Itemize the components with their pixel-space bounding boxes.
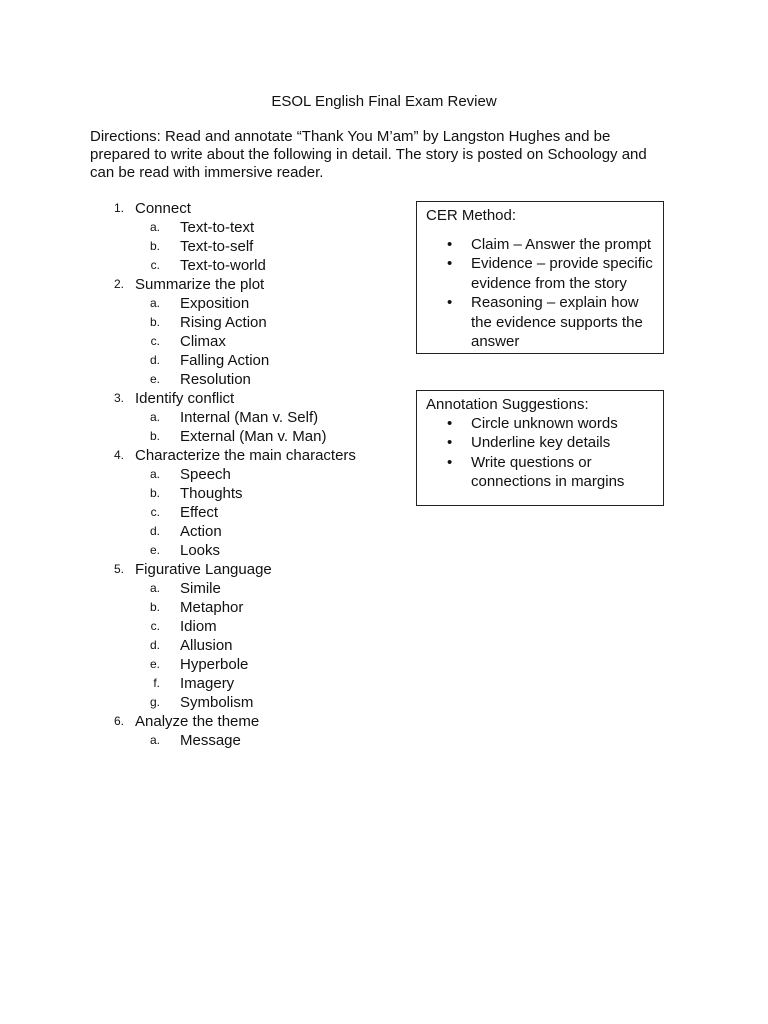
bullet-item [417, 293, 663, 351]
bullet-text: Claim – Answer the prompt [471, 236, 652, 253]
outline-subitem-letter: e. [149, 543, 160, 557]
outline-subitem-letter: c. [150, 619, 160, 633]
outline-item [90, 446, 390, 465]
outline-subitem-letter: b. [149, 429, 160, 443]
outline-subitem [90, 237, 390, 256]
outline-subitem-letter: e. [149, 372, 160, 386]
bullet-item [417, 433, 663, 452]
outline-subitem [90, 674, 390, 693]
outline-subitem [90, 693, 390, 712]
outline-subitem-label: Text-to-self [180, 238, 254, 255]
bullet-dot-icon: • [447, 453, 453, 471]
annotation-suggestions-box [416, 390, 664, 506]
outline-item-number: 3. [113, 391, 124, 405]
bullet-text: Write questions or connections in margins [471, 453, 625, 491]
outline-subitem-label: Simile [180, 580, 221, 597]
outline-subitem-label: Rising Action [180, 314, 267, 331]
outline-subitem-letter: a. [149, 220, 160, 234]
outline-subitem-label: Effect [180, 504, 219, 521]
outline-subitem-letter: c. [150, 505, 160, 519]
outline-subitem-label: Falling Action [180, 352, 270, 369]
bullet-text: Evidence – provide specific evidence from the story [471, 255, 653, 292]
outline-subitem [90, 598, 390, 617]
outline-item-number: 5. [113, 562, 124, 576]
bullet-item [417, 414, 663, 433]
outline-subitem-letter: d. [149, 524, 160, 538]
outline-subitem-label: Internal (Man v. Self) [180, 409, 319, 426]
outline-subitem [90, 579, 390, 598]
outline-subitem-letter: g. [149, 695, 160, 709]
outline-subitem [90, 636, 390, 655]
outline-subitem-label: Symbolism [180, 694, 254, 711]
outline-subitem-label: Speech [180, 466, 231, 483]
outline-subitem-label: Allusion [180, 637, 233, 654]
outline-subitem [90, 541, 390, 560]
outline-subitem [90, 427, 390, 446]
bullet-dot-icon: • [447, 294, 453, 312]
outline-subitem [90, 465, 390, 484]
outline-subitem-label: Action [180, 523, 222, 540]
outline-subitem [90, 503, 390, 522]
cer-method-title: CER Method: [426, 207, 517, 224]
outline-subitem-letter: e. [149, 657, 160, 671]
outline-subitem-label: Resolution [180, 371, 251, 388]
outline-subitem-label: Text-to-world [180, 257, 266, 274]
outline-item-label: Analyze the theme [135, 713, 260, 730]
bullet-item [417, 254, 663, 293]
cer-method-box [416, 201, 664, 354]
outline-subitem [90, 522, 390, 541]
annotation-suggestions-list [417, 414, 663, 492]
outline-subitem [90, 408, 390, 427]
outline-item [90, 712, 390, 731]
outline-subitem-letter: c. [150, 334, 160, 348]
bullet-text: Reasoning – explain how the evidence supports the answer [471, 294, 643, 351]
outline-subitem-letter: c. [150, 258, 160, 272]
outline-subitem [90, 731, 390, 750]
outline-subitem-label: Message [180, 732, 241, 749]
outline-subitem [90, 294, 390, 313]
outline-subitem [90, 218, 390, 237]
outline-subitem [90, 655, 390, 674]
outline-subitem [90, 370, 390, 389]
outline-item-label: Figurative Language [135, 561, 272, 578]
bullet-text: Circle unknown words [471, 415, 618, 432]
outline-subitem-letter: a. [149, 733, 160, 747]
directions-text: Directions: Read and annotate “Thank You M’am” by Langston Hughes and be prepared to write about the following in detail. The story is posted on Schoology and can be read with immersive reader. [90, 128, 647, 181]
outline-subitem-label: Climax [180, 333, 226, 350]
outline-subitem-letter: b. [149, 486, 160, 500]
outline-item-label: Summarize the plot [135, 276, 265, 293]
annotation-suggestions-title: Annotation Suggestions: [426, 396, 589, 413]
outline-subitem-letter: b. [149, 600, 160, 614]
outline-item-label: Characterize the main characters [135, 447, 356, 464]
bullet-item [417, 453, 663, 492]
outline-item [90, 560, 390, 579]
outline-subitem [90, 617, 390, 636]
outline-item-number: 6. [113, 714, 124, 728]
outline-item-number: 1. [113, 201, 124, 215]
outline-subitem-label: Exposition [180, 295, 250, 312]
outline-item [90, 199, 390, 218]
outline-subitem-label: Metaphor [180, 599, 244, 616]
outline-subitem [90, 484, 390, 503]
outline-item [90, 275, 390, 294]
review-outline [90, 199, 390, 750]
outline-subitem-letter: a. [149, 467, 160, 481]
outline-subitem-letter: a. [149, 410, 160, 424]
outline-item-number: 4. [113, 448, 124, 462]
bullet-dot-icon: • [447, 434, 453, 452]
outline-item [90, 389, 390, 408]
outline-subitem-label: Hyperbole [180, 656, 249, 673]
outline-subitem-label: Thoughts [180, 485, 243, 502]
outline-subitem-letter: a. [149, 581, 160, 595]
outline-subitem [90, 332, 390, 351]
outline-subitem-label: Idiom [180, 618, 217, 635]
outline-item-label: Identify conflict [135, 390, 235, 407]
outline-subitem-label: External (Man v. Man) [180, 428, 327, 445]
bullet-dot-icon: • [447, 415, 453, 432]
outline-subitem-letter: f. [153, 676, 160, 690]
outline-subitem-letter: b. [149, 315, 160, 329]
outline-subitem-label: Looks [180, 542, 221, 559]
outline-subitem-letter: b. [149, 239, 160, 253]
outline-subitem-letter: d. [149, 353, 160, 367]
outline-subitem-letter: a. [149, 296, 160, 310]
outline-subitem-label: Imagery [180, 675, 235, 692]
bullet-dot-icon: • [447, 255, 453, 273]
bullet-text: Underline key details [471, 434, 611, 452]
outline-subitem [90, 313, 390, 332]
outline-item-number: 2. [113, 277, 124, 291]
bullet-dot-icon: • [447, 236, 453, 253]
outline-subitem-label: Text-to-text [180, 219, 255, 236]
outline-subitem-letter: d. [149, 638, 160, 652]
page-title: ESOL English Final Exam Review [271, 93, 497, 110]
outline-item-label: Connect [135, 200, 191, 217]
cer-method-list [417, 235, 663, 351]
outline-subitem [90, 351, 390, 370]
outline-subitem [90, 256, 390, 275]
bullet-item [417, 235, 663, 254]
